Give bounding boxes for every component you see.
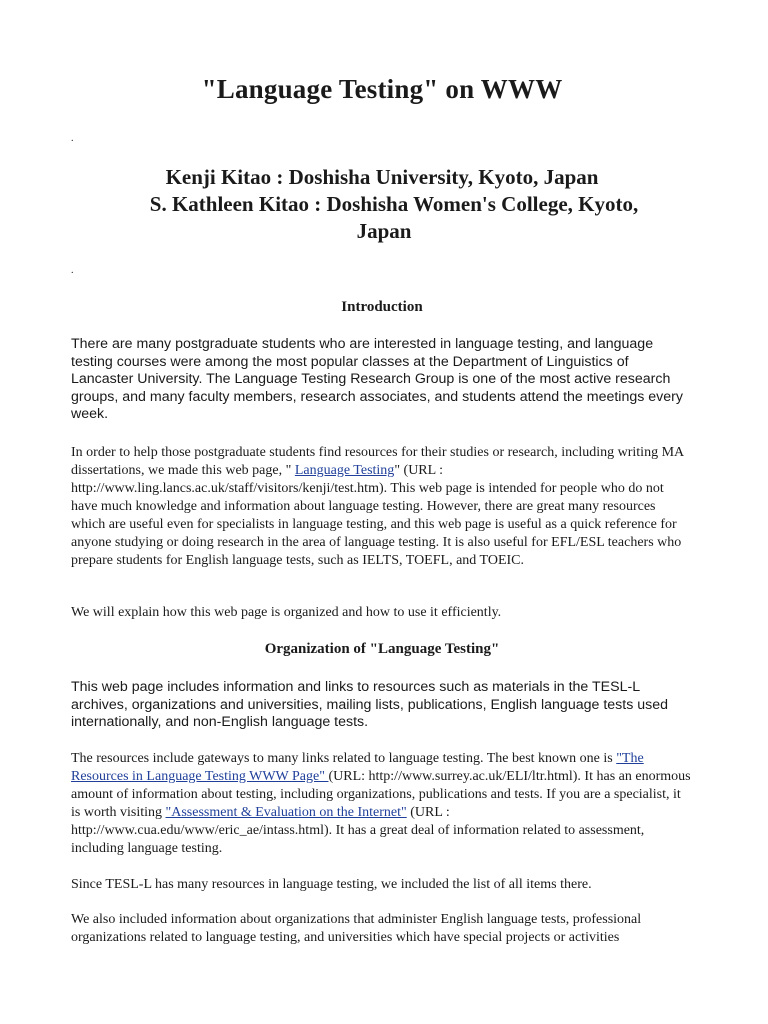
resources-in-language-testing-link[interactable]: "The Resources in Language Testing WWW Page" [71, 751, 644, 784]
author-line-3: Japan [356, 219, 412, 243]
introduction-heading: Introduction [341, 299, 423, 315]
organization-paragraph-2-text: The resources include gateways to many links related to language testing. The best known one is [71, 751, 617, 766]
organization-paragraph-3: Since TESL-L has many resources in language testing, we included the list of all items there. [71, 877, 592, 892]
assessment-evaluation-link[interactable]: "Assessment & Evaluation on the Internet" [165, 805, 407, 820]
organization-paragraph-2 [71, 750, 693, 858]
separator-dot: . [71, 265, 74, 276]
organization-paragraph-1: This web page includes information and links to resources such as materials in the TESL-L archives, organizations and universities, mailing lists, publications, English language tests used internationally, and non-English language tests. [71, 679, 668, 730]
organization-paragraph-2-text: (URL : http://www.cua.edu/www/eric_ae/intass.html). It has a great deal of information related to assessment, including language testing. [71, 805, 645, 856]
page-title: "Language Testing" on WWW [201, 74, 563, 104]
intro-paragraph-3: We will explain how this web page is organized and how to use it efficiently. [71, 605, 502, 620]
organization-paragraph-2-text: (URL: http://www.surrey.ac.uk/ELI/ltr.html). It has an enormous amount of information about testing, including organizations, publications and tests. If you are a specialist, it is worth visiting [71, 769, 691, 820]
organization-paragraph-4: We also included information about organizations that administer English language tests, professional organizations related to language testing, and universities which have special projects or activities [71, 912, 642, 945]
intro-paragraph-2 [71, 444, 693, 570]
language-testing-link[interactable]: Language Testing [294, 463, 395, 478]
author-line-2: S. Kathleen Kitao : Doshisha Women's College, Kyoto, [149, 192, 639, 216]
intro-paragraph-2-text: " (URL : http://www.ling.lancs.ac.uk/staff/visitors/kenji/test.htm). This web page is intended for people who do not have much knowledge and information about language testing. However, there are great many resources which are useful even for specialists in language testing, and this web page is useful as a quick reference for anyone studying or doing research in the area of language testing. It is also useful for EFL/ESL teachers who prepare students for English language tests, such as IELTS, TOEFL, and TOEIC. [71, 463, 682, 568]
intro-paragraph-1: There are many postgraduate students who are interested in language testing, and language testing courses were among the most popular classes at the Department of Linguistics of Lancaster University. The Language Testing Research Group is one of the most active research groups, and many faculty members, research associates, and students attend the meetings every week. [71, 336, 683, 422]
authors-block [71, 164, 693, 245]
intro-paragraph-2-text: In order to help those postgraduate students find resources for their studies or research, including writing MA dissertations, we made this web page, " [71, 445, 684, 478]
separator-dot: . [71, 133, 74, 144]
author-line-1: Kenji Kitao : Doshisha University, Kyoto, Japan [165, 165, 599, 189]
organization-heading: Organization of "Language Testing" [264, 641, 500, 657]
